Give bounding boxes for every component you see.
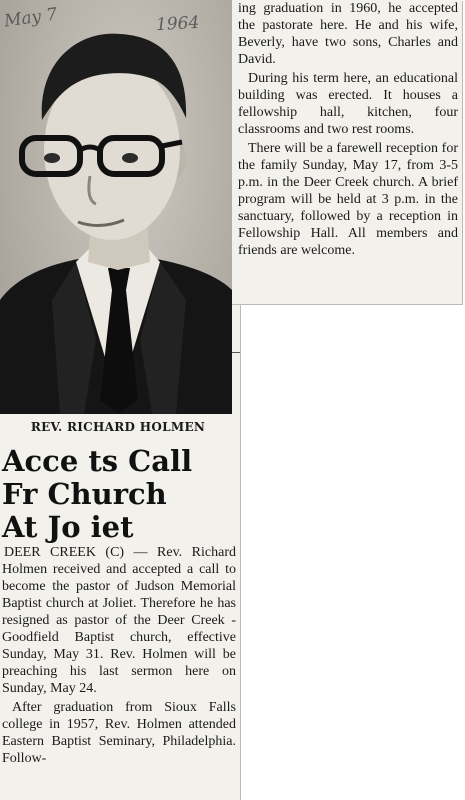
- article-paragraph: There will be a farewell reception for the family Sunday, May 17, from 3-5 p.m. in the Deer Creek church. A brief program will be held at 3 p.m. in the sanctuary, followed by a reception in Fellowship Hall. All members and friends are welcome.: [238, 141, 458, 258]
- column-rule-mark: [232, 352, 240, 353]
- portrait-photo: [0, 0, 232, 414]
- article-paragraph: After graduation from Sioux Falls college in 1957, Rev. Holmen attended Eastern Baptist Seminary, Philadelphia. Follow-: [2, 700, 236, 766]
- article-paragraph: DEER CREEK (C) — Rev. Richard Holmen received and accepted a call to become the pastor of Judson Memorial Baptist church at Joliet. Therefore he has resigned as pastor of the Deer Creek - Goodfield Baptist church, effective Sunday, May 31. Rev. Holmen will be preaching his last sermon here on Sunday, May 24.: [2, 545, 236, 696]
- headline: [2, 445, 238, 544]
- headline-line-3: At Jo iet: [2, 510, 134, 544]
- article-paragraph: During his term here, an educational building was erected. It houses a fellowship hall, kitchen, four classrooms and two rest rooms.: [238, 71, 458, 137]
- headline-line-2: Fr Church: [2, 477, 167, 511]
- photo-caption: REV. RICHARD HOLMEN: [30, 420, 206, 434]
- article-column-left: [2, 544, 236, 769]
- headline-line-1: Acce ts Call: [2, 444, 193, 478]
- handwritten-date: May 7: [2, 4, 59, 32]
- article-paragraph: ing graduation in 1960, he accepted the pastorate here. He and his wife, Beverly, have two sons, Charles and David.: [238, 1, 458, 67]
- portrait-illustration: [0, 0, 232, 414]
- handwritten-year: 1964: [155, 12, 200, 36]
- article-column-right: [238, 0, 458, 261]
